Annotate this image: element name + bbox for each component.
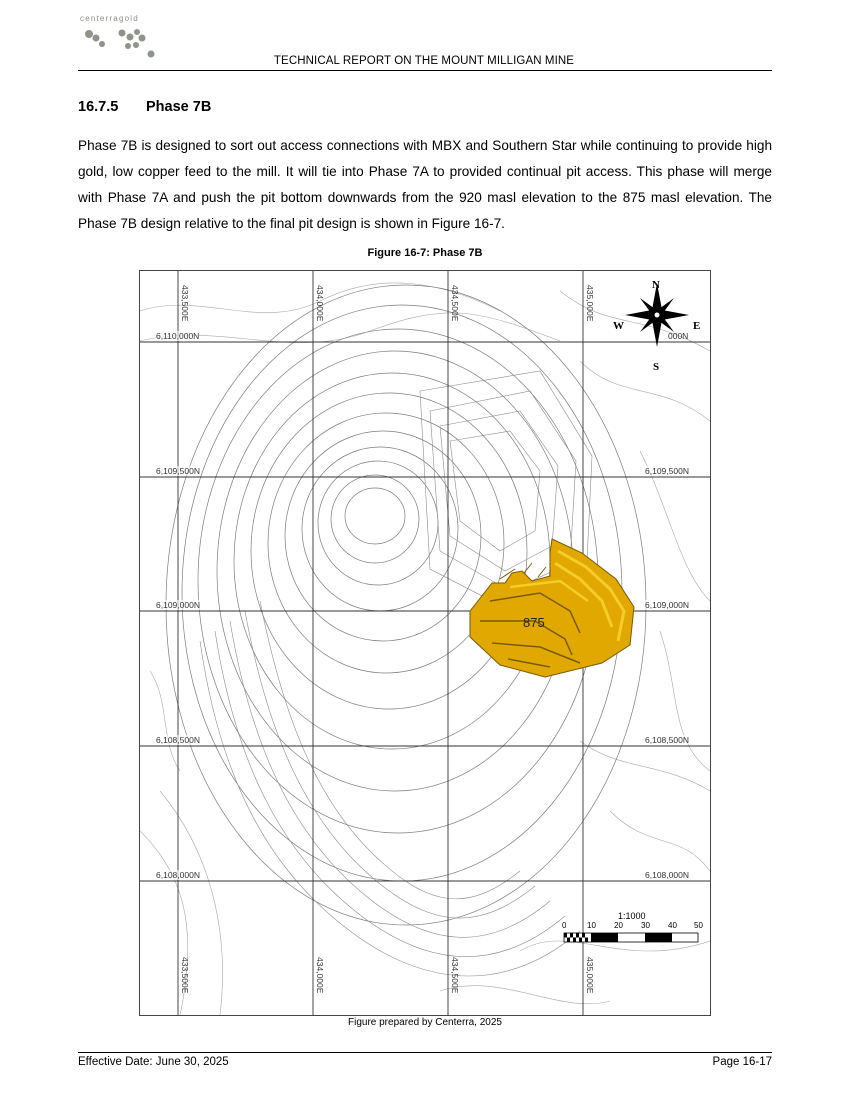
easting-label: 433,500E	[180, 285, 190, 322]
map-drawing	[140, 271, 710, 1015]
scale-bar	[564, 933, 698, 942]
pit-map	[139, 270, 711, 1016]
northing-label: 6,109,000N	[156, 600, 200, 610]
logo-text: centerragold	[80, 14, 139, 23]
scale-tick: 10	[587, 921, 596, 930]
scale-tick: 50	[694, 921, 703, 930]
northing-label: 6,108,000N	[156, 870, 200, 880]
figure-caption: Figure 16-7: Phase 7B	[367, 247, 483, 259]
footer-rule	[78, 1052, 772, 1053]
northing-label-right: 6,108,500N	[645, 735, 689, 745]
header-title: TECHNICAL REPORT ON THE MOUNT MILLIGAN MINE	[273, 55, 575, 67]
section-title: Phase 7B	[146, 99, 212, 115]
northing-label-partial: 000N	[668, 331, 689, 341]
northing-label: 6,109,500N	[156, 466, 200, 476]
phase-7b-shape	[470, 539, 634, 677]
phase-elevation-label: 875	[523, 615, 545, 630]
footer-page-number: Page 16-17	[712, 1056, 772, 1068]
compass-south-label: S	[653, 361, 660, 373]
scale-ratio: 1:1000	[618, 911, 646, 921]
easting-label: 435,000E	[585, 285, 595, 322]
section-number: 16.7.5	[78, 99, 119, 115]
northing-label: 6,110,000N	[156, 331, 200, 341]
scale-tick: 20	[614, 921, 623, 930]
compass-east-label: E	[693, 320, 701, 332]
northing-label-right: 6,109,500N	[645, 466, 689, 476]
northing-label-right: 6,109,000N	[645, 600, 689, 610]
easting-label: 434,500E	[450, 285, 460, 322]
easting-label: 434,000E	[315, 285, 325, 322]
figure-credit: Figure prepared by Centerra, 2025	[348, 1017, 502, 1028]
scale-tick: 30	[641, 921, 650, 930]
footer-effective-date: Effective Date: June 30, 2025	[78, 1056, 229, 1068]
scale-tick: 0	[562, 921, 567, 930]
scale-tick: 40	[668, 921, 677, 930]
compass-west-label: W	[613, 320, 624, 332]
compass-north-label: N	[652, 279, 660, 291]
header-rule	[78, 70, 772, 71]
northing-label: 6,108,500N	[156, 735, 200, 745]
section-body: Phase 7B is designed to sort out access connections with MBX and Southern Star while continuing to provide high gold, low copper feed to the mill. It will tie into Phase 7A to provided continual pit access. This phase will merge with Phase 7A and push the pit bottom downwards from the 920 masl elevation to the 875 masl elevation. The Phase 7B design relative to the final pit design is shown in Figure 16-7.	[78, 138, 772, 231]
easting-label-bottom: 434,000E	[315, 957, 325, 994]
northing-label-right: 6,108,000N	[645, 870, 689, 880]
easting-label-bottom: 433,500E	[180, 957, 190, 994]
easting-label-bottom: 434,500E	[450, 957, 460, 994]
easting-label-bottom: 435,000E	[585, 957, 595, 994]
